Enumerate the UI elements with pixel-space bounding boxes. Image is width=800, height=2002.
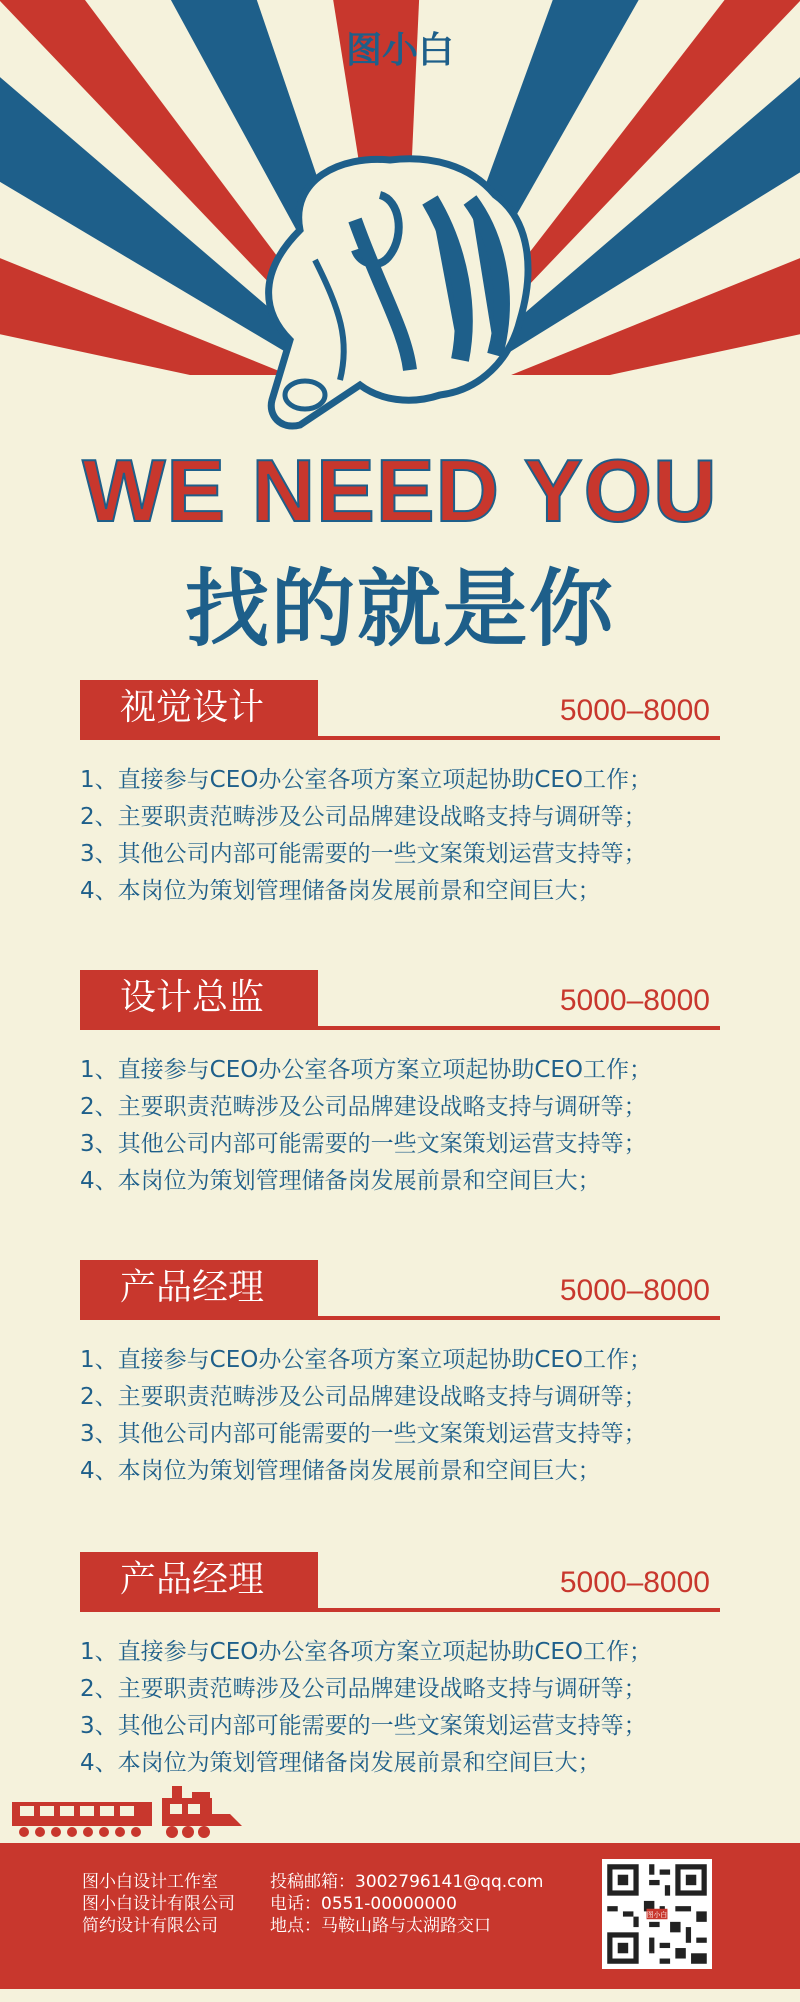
job-duty: 3、其他公司内部可能需要的一些文案策划运营支持等； [80, 1131, 647, 1157]
job-duties [80, 762, 720, 910]
job-duty: 2、主要职责范畴涉及公司品牌建设战略支持与调研等； [80, 1384, 647, 1410]
job-header [80, 680, 720, 740]
job-section [80, 680, 720, 910]
job-duty: 1、直接参与CEO办公室各项方案立项起协助CEO工作； [80, 1639, 653, 1665]
job-salary: 5000–8000 [559, 984, 710, 1017]
job-duty: 1、直接参与CEO办公室各项方案立项起协助CEO工作； [80, 1347, 653, 1373]
job-salary: 5000–8000 [559, 1274, 710, 1307]
footer-contact [270, 1871, 543, 1937]
qr-code-icon [602, 1859, 712, 1969]
job-duties [80, 1634, 720, 1782]
job-duty: 3、其他公司内部可能需要的一些文案策划运营支持等； [80, 841, 647, 867]
job-duty: 4、本岗位为策划管理储备岗发展前景和空间巨大； [80, 1168, 601, 1194]
job-duty: 4、本岗位为策划管理储备岗发展前景和空间巨大； [80, 1458, 601, 1484]
train-icon [2, 1784, 252, 1844]
job-title: 设计总监 [80, 970, 318, 1026]
job-duty: 4、本岗位为策划管理储备岗发展前景和空间巨大； [80, 878, 601, 904]
job-salary: 5000–8000 [559, 1566, 710, 1599]
job-header [80, 1260, 720, 1320]
job-section [80, 1260, 720, 1490]
job-duty: 1、直接参与CEO办公室各项方案立项起协助CEO工作； [80, 767, 653, 793]
job-header [80, 1552, 720, 1612]
qr-label: 图小白 [646, 1911, 668, 1920]
headline-english: WE NEED YOU [82, 441, 718, 540]
job-duty: 1、直接参与CEO办公室各项方案立项起协助CEO工作； [80, 1057, 653, 1083]
job-divider [80, 1026, 720, 1030]
job-divider [80, 736, 720, 740]
job-duty: 2、主要职责范畴涉及公司品牌建设战略支持与调研等； [80, 1094, 647, 1120]
company-name: 图小白设计有限公司 [82, 1894, 235, 1914]
job-salary: 5000–8000 [559, 694, 710, 727]
contact-phone: 电话：0551-00000000 [270, 1894, 457, 1914]
job-duties [80, 1342, 720, 1490]
job-title: 视觉设计 [80, 680, 318, 736]
contact-address: 地点：马鞍山路与太湖路交口 [270, 1916, 491, 1936]
job-duty: 2、主要职责范畴涉及公司品牌建设战略支持与调研等； [80, 1676, 647, 1702]
job-section [80, 970, 720, 1200]
job-duty: 4、本岗位为策划管理储备岗发展前景和空间巨大； [80, 1750, 601, 1776]
job-duties [80, 1052, 720, 1200]
headline-chinese: 找的就是你 [184, 560, 615, 658]
job-divider [80, 1608, 720, 1612]
contact-email: 投稿邮箱：3002796141@qq.com [270, 1872, 544, 1892]
pointing-fist-icon [230, 140, 540, 440]
footer [0, 1843, 800, 1989]
footer-companies [82, 1871, 235, 1937]
job-title: 产品经理 [80, 1260, 318, 1316]
job-divider [80, 1316, 720, 1320]
job-title: 产品经理 [80, 1552, 318, 1608]
job-duty: 3、其他公司内部可能需要的一些文案策划运营支持等； [80, 1421, 647, 1447]
company-name: 简约设计有限公司 [82, 1916, 218, 1936]
job-header [80, 970, 720, 1030]
company-name: 图小白设计工作室 [82, 1872, 218, 1892]
brand-title: 图小白 [345, 30, 454, 71]
job-duty: 2、主要职责范畴涉及公司品牌建设战略支持与调研等； [80, 804, 647, 830]
job-duty: 3、其他公司内部可能需要的一些文案策划运营支持等； [80, 1713, 647, 1739]
job-section [80, 1552, 720, 1782]
